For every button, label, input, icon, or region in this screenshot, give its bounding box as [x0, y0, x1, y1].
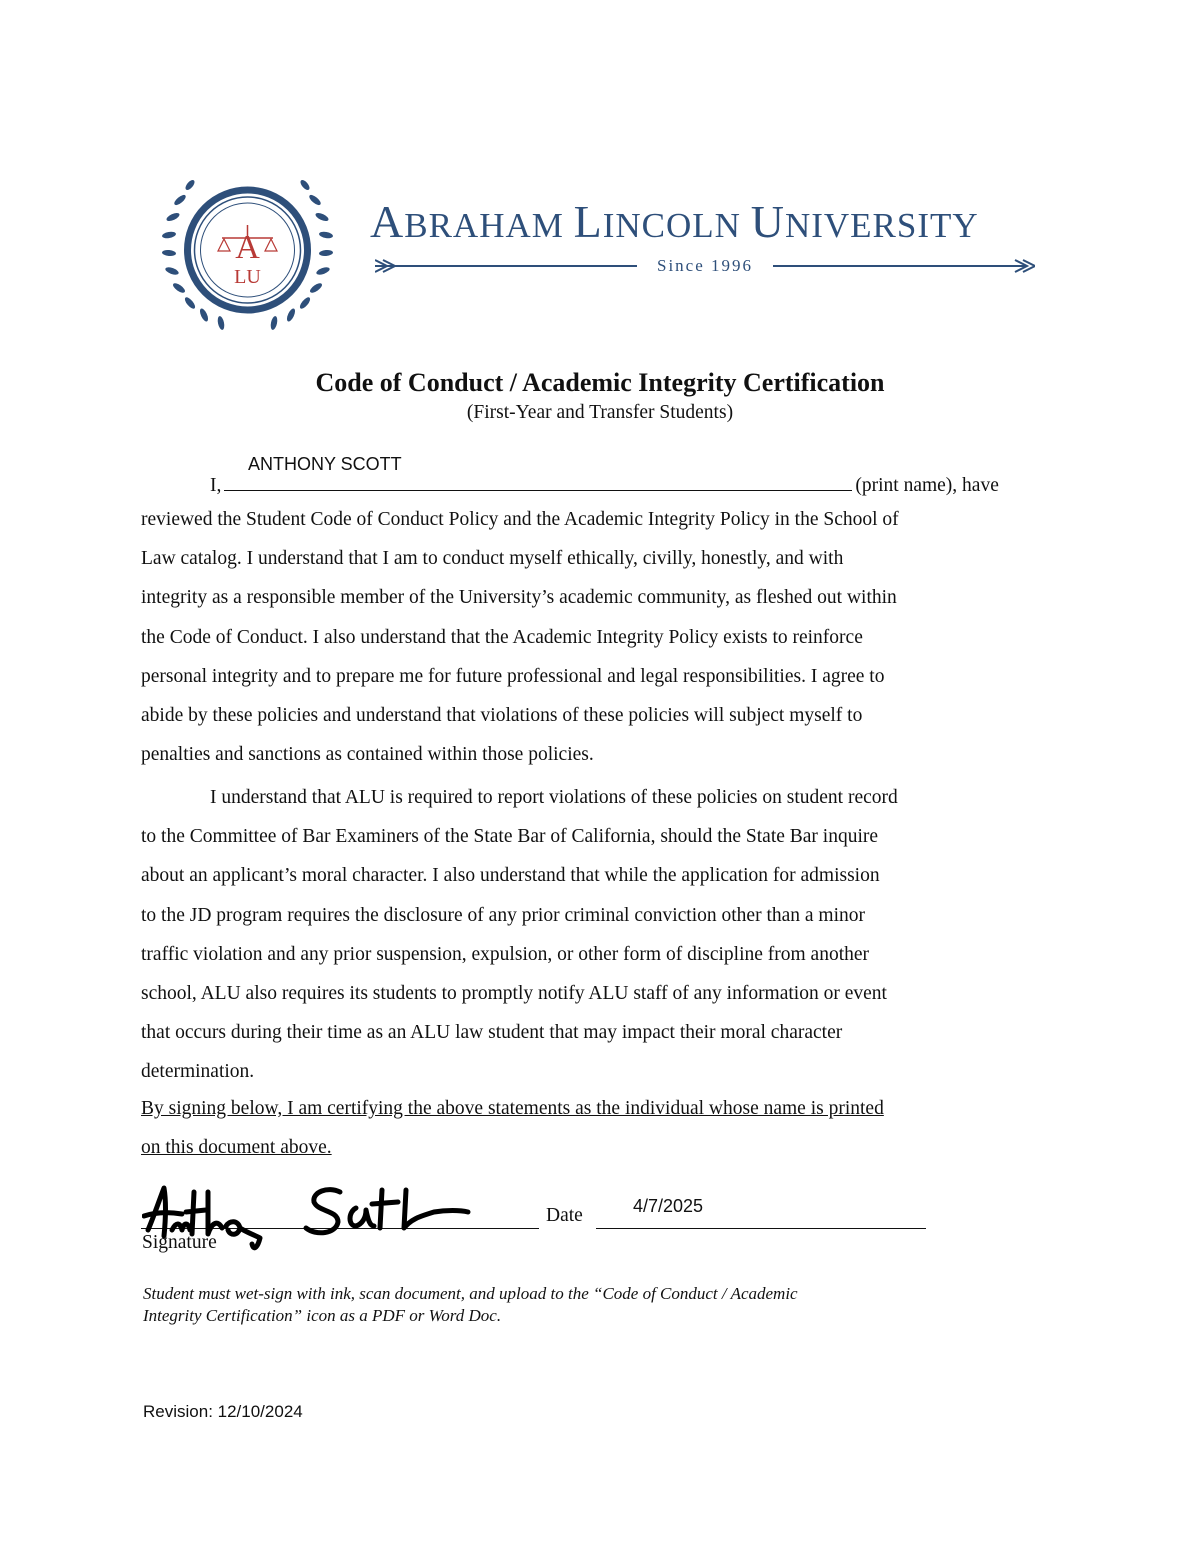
- paragraph-line: the Code of Conduct. I also understand that the Academic Integrity Policy exists to reinforce: [141, 626, 863, 648]
- print-name-value[interactable]: ANTHONY SCOTT: [248, 454, 402, 474]
- paragraph-line: to the Committee of Bar Examiners of the State Bar of California, should the State Bar inquire: [141, 826, 879, 848]
- policy-paragraph-1: [141, 500, 1081, 774]
- document-title: Code of Conduct / Academic Integrity Certification: [315, 368, 885, 397]
- seal-letter-a: A: [235, 229, 260, 266]
- paragraph-line: abide by these policies and understand that violations of these policies will subject myself to: [141, 704, 863, 726]
- line-suffix: (print name), have: [855, 475, 999, 496]
- paragraph-line: to the JD program requires the disclosure of any prior criminal conviction other than a minor: [141, 904, 866, 926]
- paragraph-line: penalties and sanctions as contained within those policies.: [141, 744, 594, 766]
- paragraph-line: school, ALU also requires its students to promptly notify ALU staff of any information or event: [141, 982, 887, 1004]
- paragraph-line: I understand that ALU is required to report violations of these policies on student record: [210, 787, 898, 808]
- university-logo: [160, 165, 1060, 340]
- revision-date: Revision: 12/10/2024: [143, 1402, 303, 1421]
- paragraph-line: traffic violation and any prior suspension, expulsion, or other form of discipline from another: [141, 943, 870, 965]
- seal-letters-lu: LU: [234, 266, 261, 288]
- paragraph-line: integrity as a responsible member of the University’s academic community, as fleshed out within: [141, 587, 897, 609]
- paragraph-line: about an applicant’s moral character. I also understand that while the application for admission: [141, 865, 880, 887]
- instruction-line: Student must wet-sign with ink, scan document, and upload to the “Code of Conduct / Academic: [143, 1284, 798, 1303]
- signature-label: Signature: [142, 1232, 217, 1253]
- since-text: Since 1996: [656, 256, 754, 275]
- date-label: Date: [546, 1205, 583, 1226]
- instruction-line: Integrity Certification” icon as a PDF or Word Doc.: [143, 1306, 502, 1325]
- paragraph-line: determination.: [141, 1061, 255, 1083]
- paragraph-line: personal integrity and to prepare me for future professional and legal responsibilities. I agree to: [141, 665, 885, 687]
- date-line: [596, 1228, 926, 1229]
- certification-statement: [141, 1089, 884, 1167]
- policy-paragraph-2: [141, 778, 1081, 1092]
- certification-line: By signing below, I am certifying the above statements as the individual whose name is printed: [141, 1098, 884, 1119]
- document-subtitle: (First-Year and Transfer Students): [466, 402, 734, 423]
- paragraph-line: Law catalog. I understand that I am to conduct myself ethically, civilly, honestly, and with: [141, 548, 844, 570]
- paragraph-line: reviewed the Student Code of Conduct Policy and the Academic Integrity Policy in the School of: [141, 509, 899, 530]
- print-name-blank: [224, 470, 852, 491]
- university-wordmark: ABRAHAM LINCOLN UNIVERSITY: [370, 196, 979, 247]
- certification-line: on this document above.: [141, 1137, 332, 1159]
- paragraph-line: that occurs during their time as an ALU law student that may impact their moral character: [141, 1022, 843, 1044]
- print-name-line: [210, 470, 999, 497]
- line-prefix: I,: [210, 475, 222, 496]
- upload-instructions: [143, 1283, 798, 1327]
- since-banner: [375, 256, 1035, 276]
- university-seal-icon: [160, 165, 335, 340]
- date-value[interactable]: 4/7/2025: [633, 1196, 704, 1216]
